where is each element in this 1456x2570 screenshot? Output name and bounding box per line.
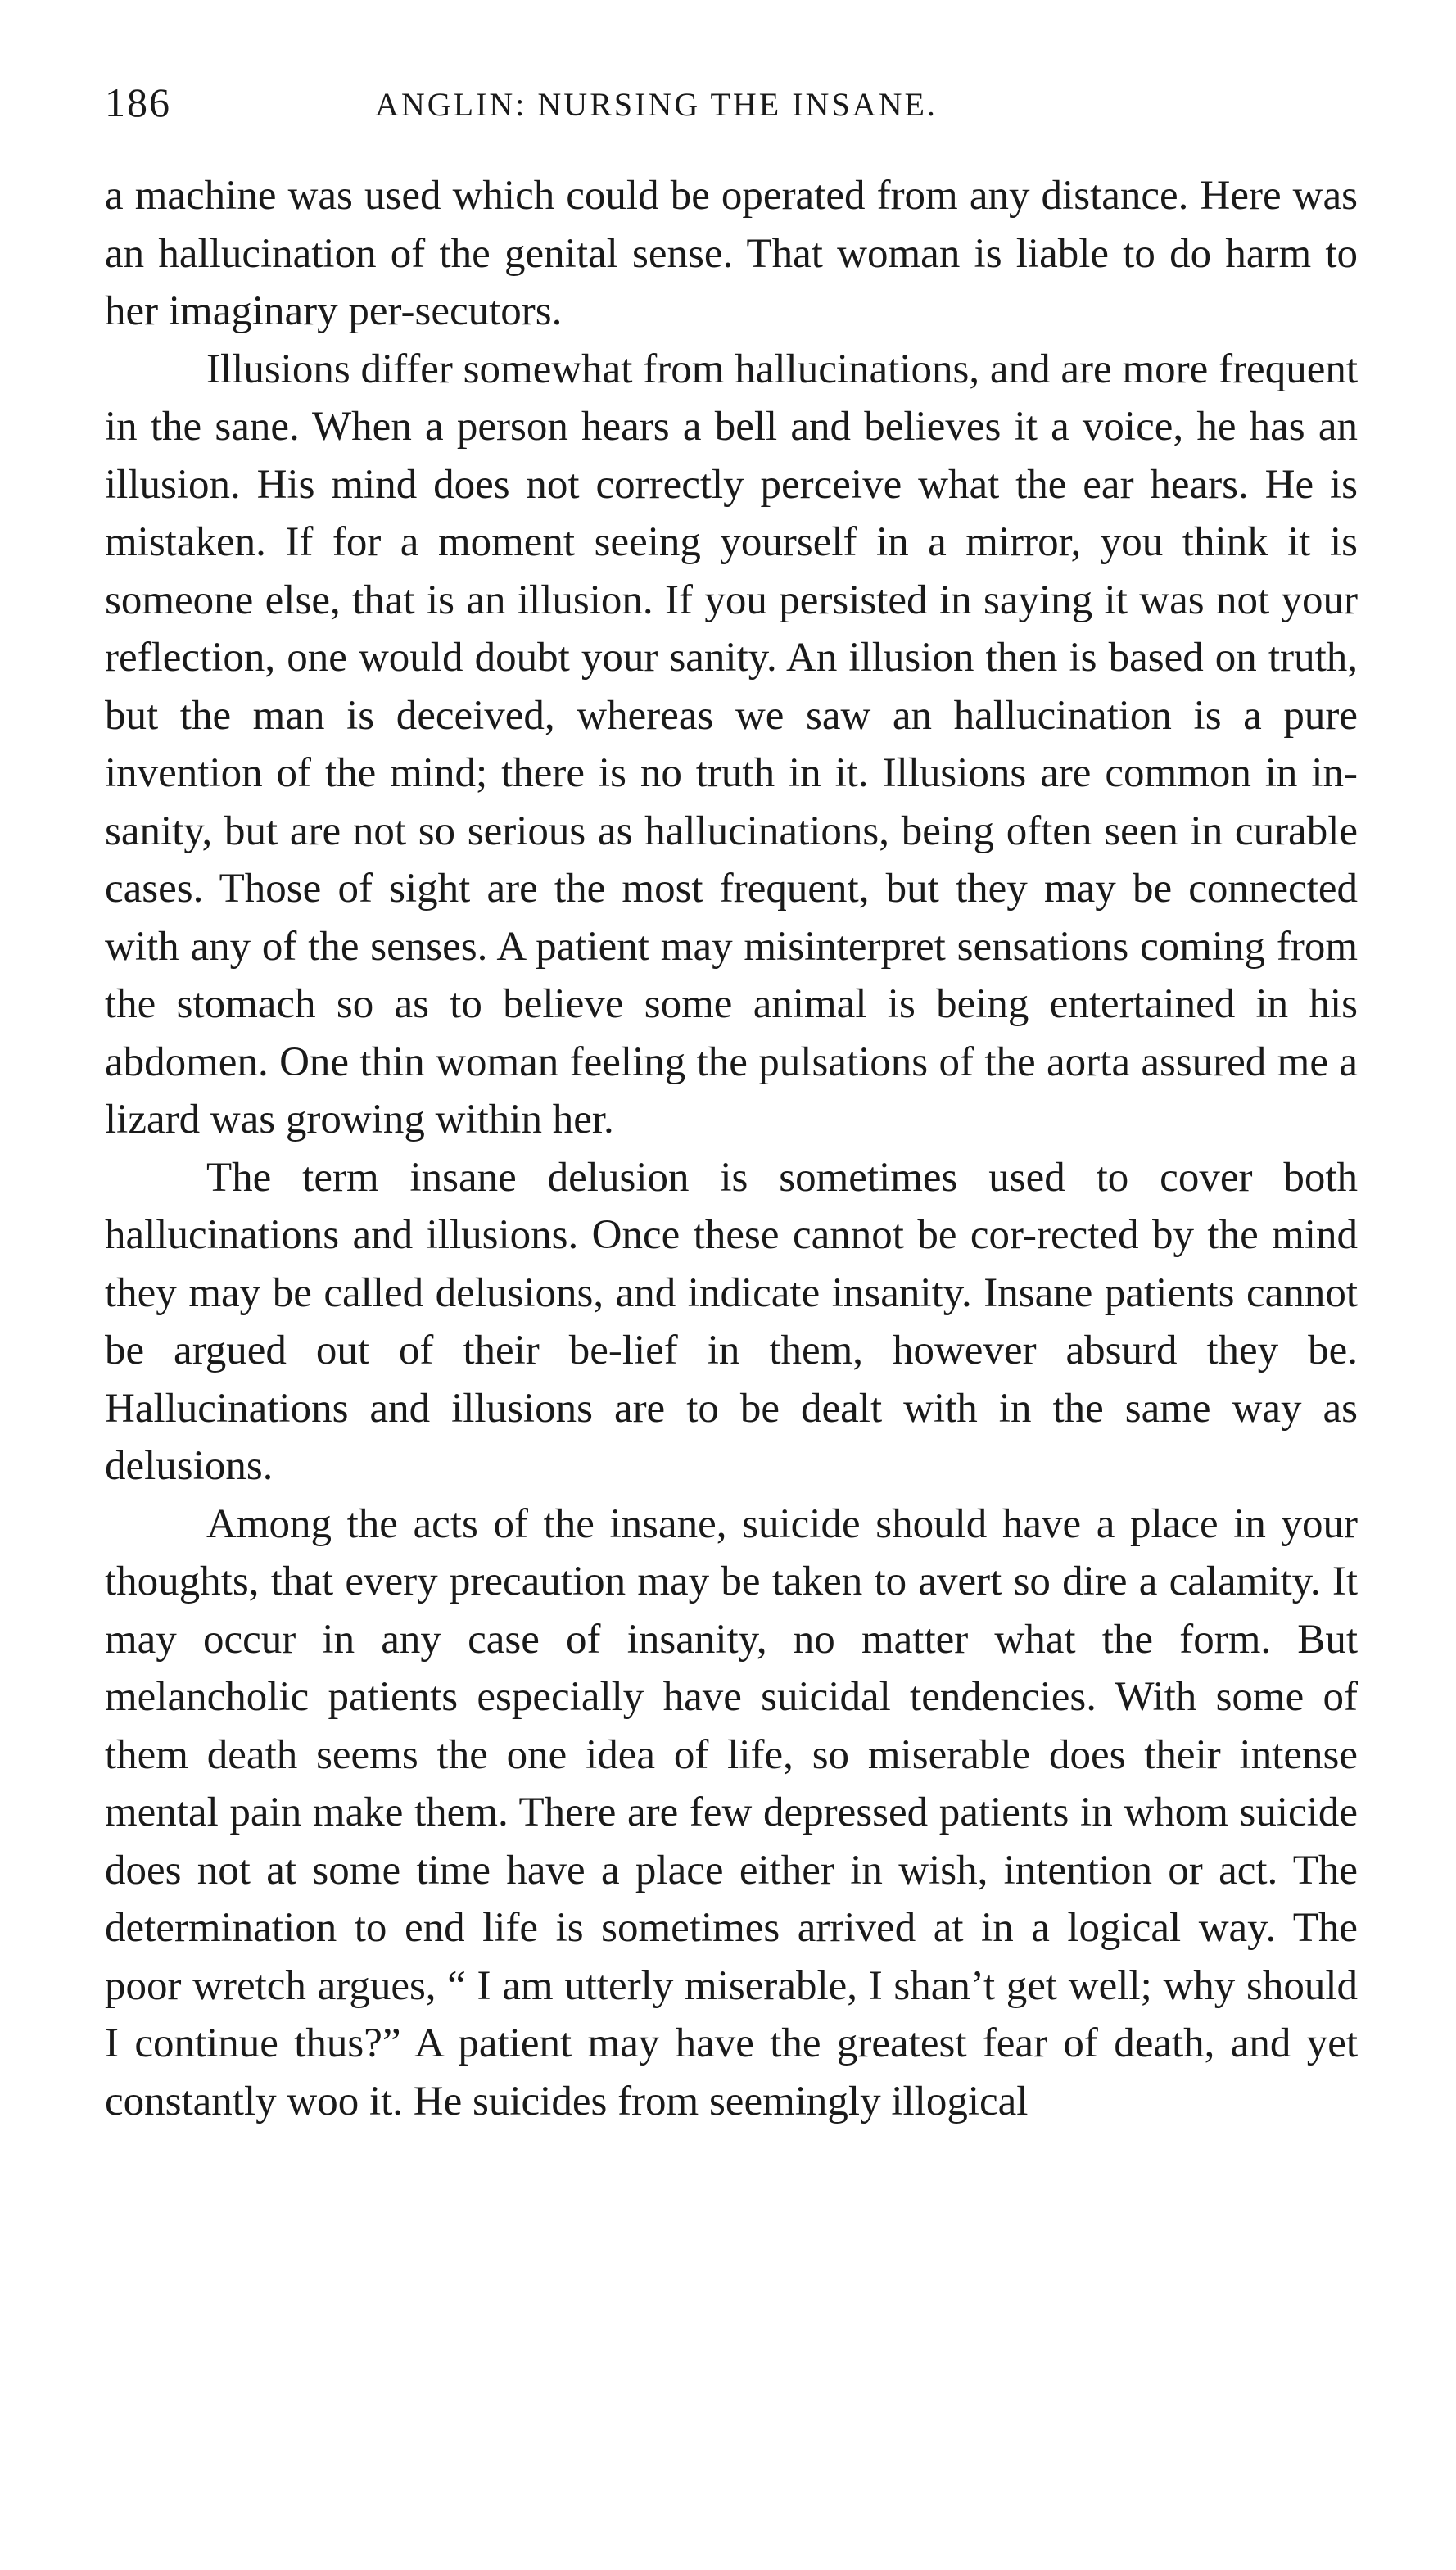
body-text [105,167,1358,2130]
paragraph-suicide: Among the acts of the insane, suicide should have a place in your thoughts, that every precaution may be taken to avert so dire a calamity. It may occur in any case of insanity, no matter what the form. But melancholic patients especially have suicidal tendencies. With some of them death seems the one idea of life, so miserable does their intense mental pain make them. There are few depressed patients in whom suicide does not at some time have a place either in wish, intention or act. The determination to end life is sometimes arrived at in a logical way. The poor wretch argues, “ I am utterly miserable, I shan’t get well; why should I continue thus?” A patient may have the greatest fear of death, and yet constantly woo it. He suicides from seemingly illogical [105,1500,1358,2124]
paragraph-continuation: a machine was used which could be operated from any distance. Here was an hallucination of the genital sense. That woman is liable to do harm to her imaginary per-secutors. [105,173,1358,334]
running-head: ANGLIN: NURSING THE INSANE. [375,86,938,123]
paragraph-delusions: The term insane delusion is sometimes used to cover both hallucinations and illusions. Once these cannot be cor-rected by the mind they may be called delusions, and indicate insanity. Insane patients cannot be argued out of their be-lief in them, however absurd they be. Hallucinations and illusions are to be dealt with in the same way as delusions. [105,1154,1358,1489]
page-number: 186 [105,79,171,125]
paragraph-illusions: Illusions differ somewhat from hallucinations, and are more frequent in the sane. When a person hears a bell and believes it a voice, he has an illusion. His mind does not correctly perceive what the ear hears. He is mistaken. If for a moment seeing yourself in a mirror, you think it is someone else, that is an illusion. If you persisted in saying it was not your reflection, one would doubt your sanity. An illusion then is based on truth, but the man is deceived, whereas we saw an hallucination is a pure invention of the mind; there is no truth in it. Illusions are common in in-sanity, but are not so serious as hallucinations, being often seen in curable cases. Those of sight are the most frequent, but they may be connected with any of the senses. A patient may misinterpret sensations coming from the stomach so as to believe some animal is being entertained in his abdomen. One thin woman feeling the pulsations of the aorta assured me a lizard was growing within her. [105,346,1358,1142]
page-header [105,79,1366,136]
